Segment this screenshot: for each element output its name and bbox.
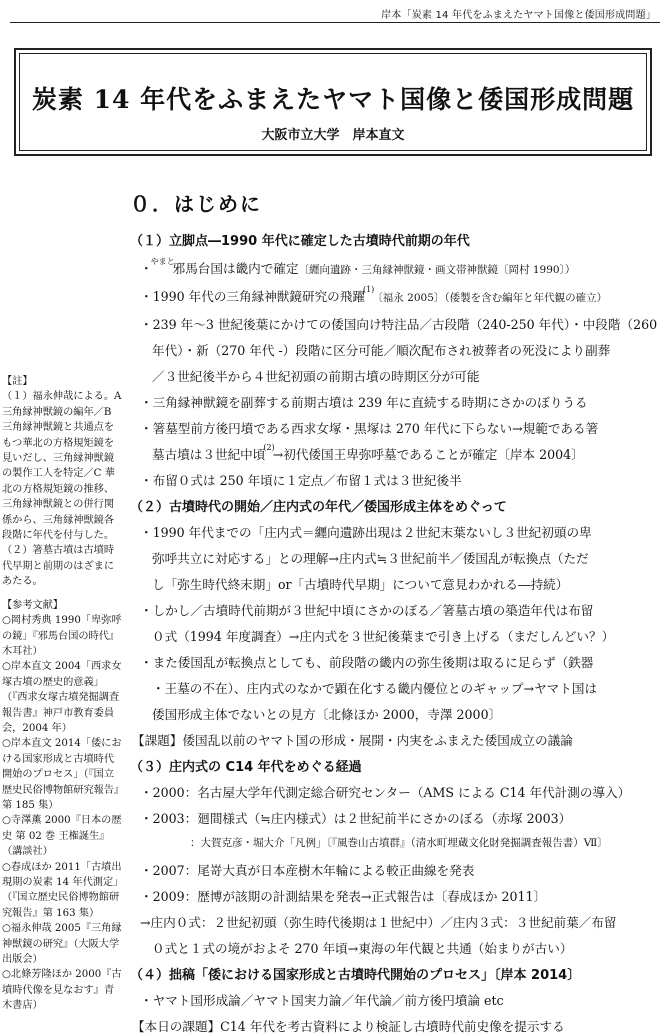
body-line: ／３世紀後半から４世紀初頭の前期古墳の時期区分が可能: [152, 369, 480, 384]
subsection-2-heading: （２）古墳時代の開始／庄内式の年代／倭国形成主体をめぐって: [130, 500, 507, 515]
body-line: ・1990 年代までの「庄内式＝纒向遺跡出現は２世紀末葉ないし３世紀初頭の卑: [140, 525, 592, 540]
reference-item: ○北條芳隆ほか 2000『古墳時代像を見なおす』青木書店）: [2, 969, 122, 1012]
section-title: ０．はじめに: [130, 192, 262, 216]
subsection-3-heading: （３）庄内式の C14 年代をめぐる経過: [130, 760, 362, 775]
document-title: 炭素 14 年代をふまえたヤマト国像と倭国形成問題: [31, 85, 635, 114]
body-line: ・ヤマト国形成論／ヤマト国実力論／年代論／前方後円墳論 etc: [140, 993, 504, 1008]
reference-item: ○寺澤薫 2000『日本の歴史 第 02 巻 王権誕生』（講談社）: [2, 815, 122, 858]
references-heading: 【参考文献】: [2, 599, 64, 611]
body-line: ・1990 年代の三角縁神獣鏡研究の飛躍$^{(1)}$〔福永 2005〕（倭製を含む編年と年代観の確立）: [140, 285, 608, 304]
body-line: 弥呼共立に対応する」との理解→庄内式≒３世紀前半／倭国乱が転換点（ただ: [152, 551, 589, 566]
body-line: ０式と１式の境がおよそ 270 年頃→東海の年代観と共通（始まりが古い）: [152, 941, 573, 956]
body-line: ・2000：名古屋大学年代測定総合研究センター（AMS による C14 年代計測の導入）: [140, 785, 631, 800]
note-2: （２）箸墓古墳は古墳時代早期と前期のはざまにあたる。: [2, 545, 115, 588]
body-line: ・$^{やまと}$邪馬台国は畿内で確定〔纒向遺跡・三角縁神獣鏡・画文帯神獣鏡〔岡村 1990〕）: [140, 257, 576, 276]
body-line: ・2009：歴博が該期の計測結果を発表→正式報告は〔春成ほか 2011〕: [140, 889, 547, 904]
body-line: ・2007：尾嵜大真が日本産樹木年輪による較正曲線を発表: [140, 863, 475, 878]
body-line: ・しかし／古墳時代前期が３世紀中頃にさかのぼる／箸墓古墳の築造年代は布留: [140, 603, 594, 618]
body-line: ・布留０式は 250 年頃に１定点／布留１式は３世紀後半: [140, 473, 462, 488]
sidebar-notes: [2, 374, 122, 1014]
body-line: ・また倭国乱が転換点としても、前段階の畿内の弥生後期は取るに足らず（鉄器: [140, 655, 594, 670]
body-line: ・箸墓型前方後円墳である西求女塚・黒塚は 270 年代に下らない→規範である箸: [140, 421, 599, 436]
subsection-1-heading: （１）立脚点―1990 年代に確定した古墳時代前期の年代: [130, 234, 470, 249]
body-line: 倭国形成主体でないとの見方〔北條ほか 2000，寺澤 2000〕: [152, 707, 502, 722]
body-line: →庄内０式：２世紀初頭（弥生時代後期は１世紀中）／庄内３式：３世紀前葉／布留: [140, 915, 617, 930]
ruby-annotation: やまと: [150, 257, 175, 266]
reference-item: ○岸本直文 2014「倭における国家形成と古墳時代開始のプロセス」（『国立歴史民俗博物館研究報告』第 185 集）: [2, 738, 122, 811]
note-1: （１）福永伸哉による。A 三角縁神獣鏡の編年／B 三角縁神獣鏡と共通点をもつ華北の方格規矩鏡を見いだし、三角縁神獣鏡の製作工人を特定／C 華北の方格規矩鏡の推移、三角縁神獣鏡との併行関係から、三角縁神獣鏡各段階に年代を付与した。: [2, 391, 122, 542]
body-line: ・王墓の不在）、庄内式のなかで顕在化する畿内優位とのギャップ→ヤマト国は: [152, 681, 598, 696]
body-line: 墓古墳は３世紀中頃$^{(2)}$→初代倭国王卑弥呼墓であることが確定〔岸本 2004〕: [152, 443, 584, 462]
reference-item: ○岸本直文 2004「西求女塚古墳の歴史的意義」（『西求女塚古墳発掘調査報告書』神戸市教育委員会，2004 年）: [2, 661, 122, 734]
task-line: 【課題】倭国乱以前のヤマト国の形成・展開・内実をふまえた倭国成立の議論: [132, 733, 573, 748]
body-line: ：大賀克彦・堀大介「凡例」〔『風巻山古墳群』（清水町埋蔵文化財発掘調査報告書）Ⅶ〕: [190, 837, 608, 849]
body-line: ０式（1994 年度調査）→庄内式を３世紀後葉まで引き上げる（まだしんどい？）: [152, 629, 615, 644]
subsection-4-heading: （４）拙稿「倭における国家形成と古墳時代開始のプロセス」〔岸本 2014〕: [130, 968, 581, 983]
author-line: 大阪市立大学 岸本直文: [261, 128, 405, 143]
header-rule: [10, 22, 660, 23]
body-line: ・三角縁神獣鏡を副葬する前期古墳は 239 年に直続する時期にさかのぼりうる: [140, 395, 588, 410]
body-line: し「弥生時代終末期」or「古墳時代早期」について意見わかれる―持続）: [152, 577, 569, 592]
footnote-marker: (1): [362, 285, 375, 294]
footnote-marker: (2): [263, 443, 275, 452]
body-line: ・239 年～3 世紀後葉にかけての倭国向け特注品／古段階（240-250 年代）・中段階（260: [140, 317, 658, 332]
reference-item: ○岡村秀典 1990「卑弥呼の鏡」『邪馬台国の時代』木耳社）: [2, 615, 122, 657]
title-box: [14, 48, 652, 156]
body-line: 年代）・新（270 年代 -）段階に区分可能／順次配布され被葬者の死没により副葬: [152, 343, 611, 358]
body-line: ・2003：廻間様式（≒庄内様式）は２世紀前半にさかのぼる（赤塚 2003）: [140, 811, 572, 826]
task-line: 【本日の課題】C14 年代を考古資料により検証し古墳時代前史像を提示する: [132, 1019, 565, 1034]
notes-heading: 【註】: [2, 376, 33, 387]
reference-item: ○福永伸哉 2005『三角縁神獣鏡の研究』（大阪大学出版会）: [2, 923, 122, 966]
running-header: 岸本「炭素 14 年代をふまえたヤマト国像と倭国形成問題」: [381, 10, 656, 21]
reference-item: ○春成ほか 2011「古墳出現期の炭素 14 年代測定」（『国立歴史民俗博物館研究報告』第 163 集）: [2, 861, 122, 919]
